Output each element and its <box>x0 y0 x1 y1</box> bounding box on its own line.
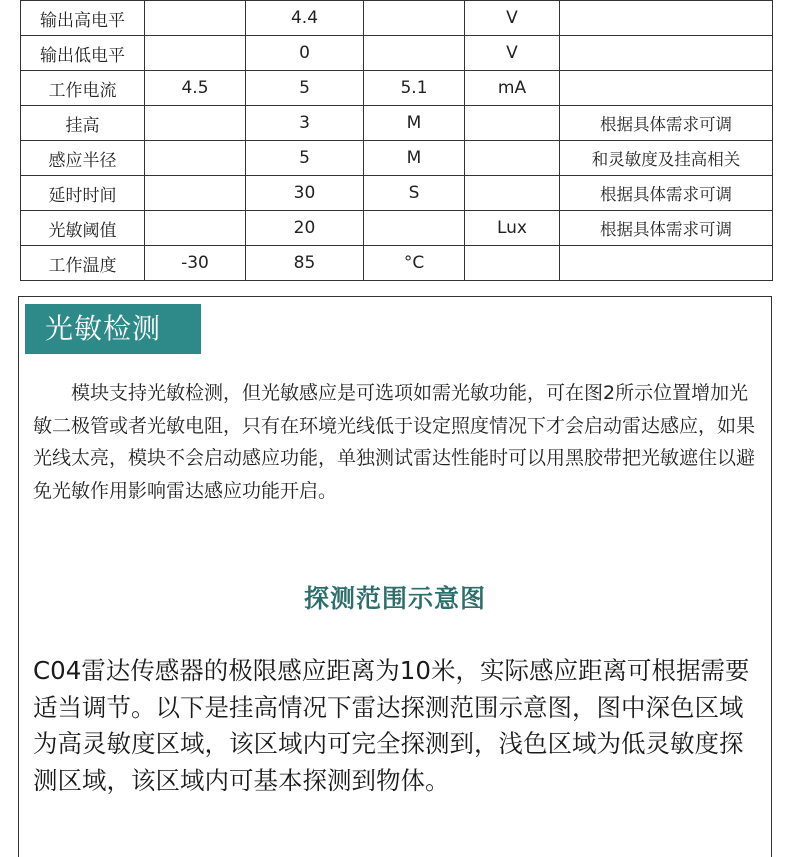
unit-cell: mA <box>465 71 560 106</box>
unit-cell: V <box>465 36 560 71</box>
max-cell <box>364 211 465 246</box>
max-cell <box>364 1 465 36</box>
typ-cell: 85 <box>246 246 364 281</box>
remark-cell: 和灵敏度及挂高相关 <box>560 141 773 176</box>
max-cell: M <box>364 106 465 141</box>
param-cell: 感应半径 <box>21 141 145 176</box>
typ-cell: 20 <box>246 211 364 246</box>
remark-cell: 根据具体需求可调 <box>560 176 773 211</box>
section-tag <box>25 304 201 354</box>
remark-cell <box>560 1 773 36</box>
table-row <box>21 71 773 106</box>
max-cell: S <box>364 176 465 211</box>
table-row <box>21 211 773 246</box>
typ-cell: 0 <box>246 36 364 71</box>
spec-table-body <box>21 1 773 281</box>
typ-cell: 30 <box>246 176 364 211</box>
light-detection-section <box>18 296 772 857</box>
table-row <box>21 1 773 36</box>
param-cell: 工作温度 <box>21 246 145 281</box>
table-row <box>21 141 773 176</box>
remark-cell: 根据具体需求可调 <box>560 106 773 141</box>
param-cell: 延时时间 <box>21 176 145 211</box>
param-cell: 挂高 <box>21 106 145 141</box>
range-description: C04雷达传感器的极限感应距离为10米，实际感应距离可根据需要适当调节。以下是挂高情况下雷达探测范围示意图，图中深色区域为高灵敏度区域，该区域内可完全探测到，浅色区域为低灵敏度探测区域，该区域内可基本探测到物体。 <box>33 656 750 795</box>
unit-cell <box>465 246 560 281</box>
unit-cell <box>465 176 560 211</box>
unit-cell <box>465 106 560 141</box>
min-cell <box>145 176 246 211</box>
unit-cell: Lux <box>465 211 560 246</box>
remark-cell <box>560 246 773 281</box>
min-cell <box>145 106 246 141</box>
table-row <box>21 106 773 141</box>
min-cell <box>145 1 246 36</box>
table-row <box>21 36 773 71</box>
typ-cell: 5 <box>246 71 364 106</box>
max-cell: M <box>364 141 465 176</box>
remark-cell <box>560 36 773 71</box>
table-row <box>21 246 773 281</box>
max-cell: 5.1 <box>364 71 465 106</box>
param-cell: 输出低电平 <box>21 36 145 71</box>
remark-cell <box>560 71 773 106</box>
min-cell <box>145 211 246 246</box>
typ-cell: 3 <box>246 106 364 141</box>
min-cell <box>145 36 246 71</box>
min-cell <box>145 141 246 176</box>
param-cell: 光敏阈值 <box>21 211 145 246</box>
unit-cell <box>465 141 560 176</box>
typ-cell: 4.4 <box>246 1 364 36</box>
typ-cell: 5 <box>246 141 364 176</box>
unit-cell: V <box>465 1 560 36</box>
max-cell: °C <box>364 246 465 281</box>
light-intro-paragraph: 模块支持光敏检测，但光敏感应是可选项如需光敏功能，可在图2所示位置增加光敏二极管或者光敏电阻，只有在环境光线低于设定照度情况下才会启动雷达感应，如果光线太亮，模块不会启动感应功能，单独测试雷达性能时可以用黑胶带把光敏遮住以避免光敏作用影响雷达感应功能开启。 <box>33 382 756 502</box>
param-cell: 工作电流 <box>21 71 145 106</box>
section-tag-label: 光敏检测 <box>45 312 162 345</box>
table-row <box>21 176 773 211</box>
param-cell: 输出高电平 <box>21 1 145 36</box>
remark-cell: 根据具体需求可调 <box>560 211 773 246</box>
min-cell: 4.5 <box>145 71 246 106</box>
max-cell <box>364 36 465 71</box>
diagram-title: 探测范围示意图 <box>303 584 486 613</box>
spec-table <box>20 0 773 281</box>
min-cell: -30 <box>145 246 246 281</box>
